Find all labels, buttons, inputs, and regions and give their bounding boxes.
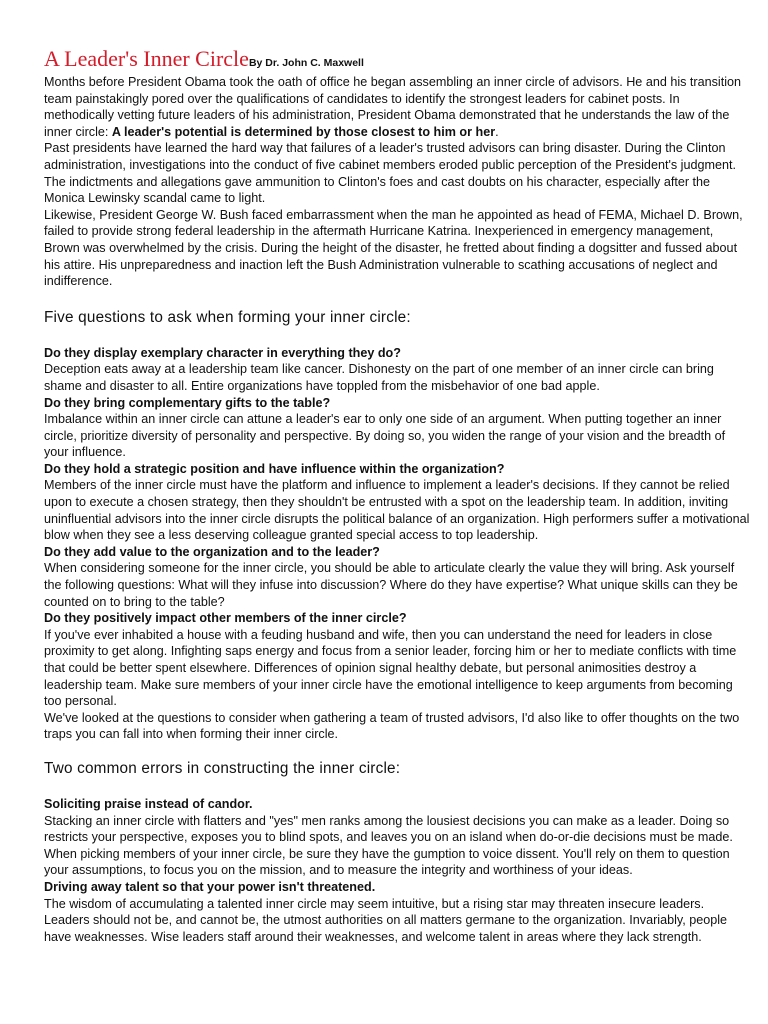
article-title: A Leader's Inner Circle	[44, 46, 249, 71]
answer-2: Imbalance within an inner circle can attune a leader's ear to only one side of an argument. When putting together an inner circle, prioritize diversity of personality and perspective. By doing so, you widen the range of your vision and the breadth of your influence.	[44, 412, 726, 460]
answer-5: If you've ever inhabited a house with a feuding husband and wife, then you can understand the need for leaders in close proximity to get along. Infighting saps energy and focus from a senior leader, forcing him or her to mediate conflicts with time that could be better spent elsewhere. Differences of opinion signal healthy debate, but personal animosities destroy a leadership team. Make sure members of your inner circle have the emotional intelligence to keep arguments from becoming too personal.	[44, 627, 737, 709]
answer-4: When considering someone for the inner circle, you should be able to articulate clearly the value they will bring. Ask yourself the following questions: What will they infuse into discussion? Where do they have expertise? What unique skills can they be counted on to bring to the table?	[44, 561, 738, 609]
error-2-title: Driving away talent so that your power isn't threatened.	[44, 879, 376, 894]
answer-3: Members of the inner circle must have the platform and influence to implement a leader's decisions. If they cannot be relied upon to execute a chosen strategy, then they shouldn't be entrusted with a spot on the leadership team. In addition, inviting uninfluential advisors into the inner circle disrupts the political balance of an organization. High performers suffer a motivational blow when they see a less deserving colleague granted special access to top leadership.	[44, 478, 750, 543]
intro-paragraph-1	[44, 74, 750, 140]
author-byline: By Dr. John C. Maxwell	[248, 57, 364, 69]
section-1-closing: We've looked at the questions to consider when gathering a team of trusted advisors, I'd also like to offer thoughts on the two traps you can fall into when forming their inner circle.	[44, 710, 740, 742]
section-heading-two-errors: Two common errors in constructing the inner circle:	[44, 759, 401, 777]
question-2: Do they bring complementary gifts to the table?	[44, 395, 331, 410]
question-3: Do they hold a strategic position and have influence within the organization?	[44, 461, 505, 476]
answer-1: Deception eats away at a leadership team like cancer. Dishonesty on the part of one member of an inner circle can bring shame and disaster to all. Entire organizations have toppled from the misbehavior of one bad apple.	[44, 362, 714, 393]
intro-text: Months before President Obama took the oath of office he began assembling an inner circle of advisors. He and his transition team painstakingly pored over the qualifications of candidates to identify the strongest leaders for cabinet posts. In methodically vetting future leaders of his administration, President Obama demonstrated that he understands the law of the inner circle:	[44, 75, 742, 139]
intro-end: .	[495, 124, 499, 139]
question-4: Do they add value to the organization and to the leader?	[44, 544, 380, 559]
error-1-text: Stacking an inner circle with flatters and "yes" men ranks among the lousiest decisions you can make as a leader. Doing so restricts your perspective, exposes you to blind spots, and leaves you on an island when do-or-die decisions must be made. When picking members of your inner circle, be sure they have the gumption to voice dissent. You'll rely on them to question your assumptions, to focus you on the mission, and to measure the integrity and worthiness of your ideas.	[44, 813, 733, 878]
question-5: Do they positively impact other members of the inner circle?	[44, 611, 407, 626]
question-1: Do they display exemplary character in everything they do?	[44, 345, 401, 360]
section-heading-five-questions: Five questions to ask when forming your inner circle:	[44, 308, 411, 326]
intro-paragraph-3: Likewise, President George W. Bush faced embarrassment when the man he appointed as head of FEMA, Michael D. Brown, failed to provide strong federal leadership in the aftermath Hurricane Katrina. Inexperienced in emergency management, Brown was overwhelmed by the crisis. During the height of the disaster, he fretted about finding a dogsitter and fussed about his attire. His unpreparedness and inaction left the Bush Administration vulnerable to scathing accusations of neglect and indifference.	[44, 207, 743, 289]
error-1-title: Soliciting praise instead of candor.	[44, 796, 253, 811]
title-line	[44, 44, 750, 74]
intro-paragraph-2: Past presidents have learned the hard way that failures of a leader's trusted advisors can bring disaster. During the Clinton administration, investigations into the conduct of five cabinet members eroded public perception of the President's judgment. The indictments and allegations gave ammunition to Clinton's foes and cast doubts on his character, especially after the Monica Lewinsky scandal came to light.	[44, 141, 736, 206]
error-2-text: The wisdom of accumulating a talented inner circle may seem intuitive, but a rising star may threaten insecure leaders. Leaders should not be, and cannot be, the utmost authorities on all matters germane to the organization. Invariably, people have weaknesses. Wise leaders staff around their weaknesses, and welcome talent in areas where they lack strength.	[44, 896, 728, 944]
law-statement: A leader's potential is determined by those closest to him or her	[111, 124, 496, 139]
